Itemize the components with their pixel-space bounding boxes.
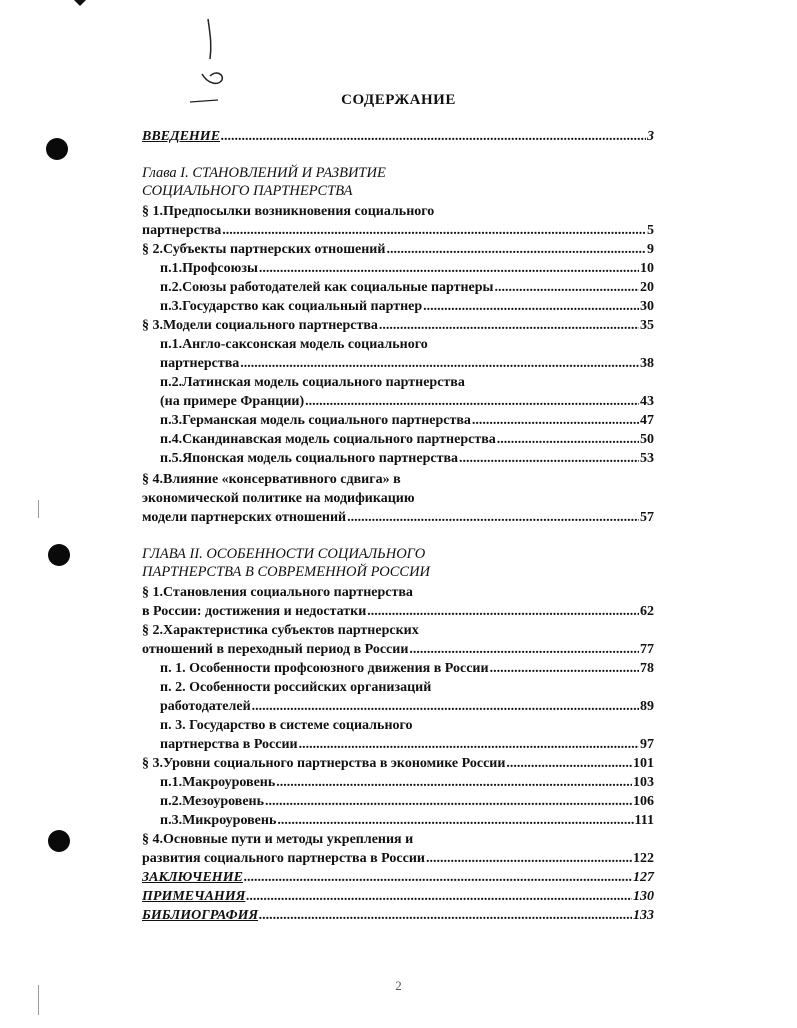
page-number: 2 — [395, 978, 402, 993]
scan-edge — [38, 500, 39, 518]
toc-entry: экономической политике на модификацию — [142, 491, 415, 506]
toc-entry: партнерства ..... 5 — [142, 222, 654, 240]
punch-hole — [46, 138, 68, 160]
toc-entry: ЗАКЛЮЧЕНИЕ ..... 127 — [142, 869, 654, 887]
toc-entry: отношений в переходный период в России ..... 77 — [142, 641, 654, 659]
chapter-heading: СОЦИАЛЬНОГО ПАРТНЕРСТВА — [142, 183, 353, 199]
toc-entry: п.2.Латинская модель социального партнерства — [160, 375, 465, 390]
toc-entry: § 3.Уровни социального партнерства в экономике России ..... 101 — [142, 755, 654, 773]
toc-entry: § 1.Становления социального партнерства — [142, 585, 413, 600]
punch-hole — [48, 830, 70, 852]
toc-entry: п.5.Японская модель социального партнерства ..... 53 — [160, 450, 654, 468]
toc-entry: п. 2. Особенности российских организаций — [160, 680, 432, 695]
toc-entry: п.3.Государство как социальный партнер ..... 30 — [160, 298, 654, 316]
toc-entry: (на примере Франции) ..... 43 — [160, 393, 654, 411]
chapter-heading: Глава I. СТАНОВЛЕНИЙ И РАЗВИТИЕ — [142, 165, 386, 181]
toc-entry: п.3.Германская модель социального партнерства ..... 47 — [160, 412, 654, 430]
toc-entry: БИБЛИОГРАФИЯ ..... 133 — [142, 907, 654, 925]
toc-entry: развития социального партнерства в России ..... 122 — [142, 850, 654, 868]
chapter-heading: ГЛАВА II. ОСОБЕННОСТИ СОЦИАЛЬНОГО — [142, 546, 426, 562]
toc-entry: § 4.Влияние «консервативного сдвига» в — [142, 472, 401, 487]
chapter-heading: ПАРТНЕРСТВА В СОВРЕМЕННОЙ РОССИИ — [142, 564, 431, 580]
toc-entry: § 4.Основные пути и методы укрепления и — [142, 832, 414, 847]
punch-hole — [48, 544, 70, 566]
toc-entry: § 3.Модели социального партнерства ..... 35 — [142, 317, 654, 335]
toc-entry: п.2.Союзы работодателей как социальные партнеры ..... 20 — [160, 279, 654, 297]
toc-entry: ПРИМЕЧАНИЯ ..... 130 — [142, 888, 654, 906]
toc-entry: ВВЕДЕНИЕ ..... 3 — [142, 128, 654, 146]
toc-entry: партнерства в России ..... 97 — [160, 736, 654, 754]
toc-entry: п.1.Профсоюзы ..... 10 — [160, 260, 654, 278]
page-title: СОДЕРЖАНИЕ — [341, 92, 456, 108]
toc-entry: работодателей ..... 89 — [160, 698, 654, 716]
toc-entry: модели партнерских отношений ..... 57 — [142, 509, 654, 527]
toc-entry: § 2.Субъекты партнерских отношений ..... 9 — [142, 241, 654, 259]
toc-entry: п. 3. Государство в системе социального — [160, 718, 413, 733]
scan-mark — [74, 0, 86, 6]
toc-entry: п.3.Микроуровень ..... 111 — [160, 812, 654, 830]
toc-entry: п.2.Мезоуровень ..... 106 — [160, 793, 654, 811]
toc-entry: п. 1. Особенности профсоюзного движения в России ..... 78 — [160, 660, 654, 678]
toc-entry: п.1.Макроуровень ..... 103 — [160, 774, 654, 792]
toc-entry: § 1.Предпосылки возникновения социального — [142, 204, 435, 219]
toc-entry: п.4.Скандинавская модель социального партнерства ..... 50 — [160, 431, 654, 449]
toc-entry: в России: достижения и недостатки ..... 62 — [142, 603, 654, 621]
toc-entry: партнерства ..... 38 — [160, 355, 654, 373]
toc-entry: § 2.Характеристика субъектов партнерских — [142, 623, 419, 638]
toc-entry: п.1.Англо-саксонская модель социального — [160, 337, 428, 352]
